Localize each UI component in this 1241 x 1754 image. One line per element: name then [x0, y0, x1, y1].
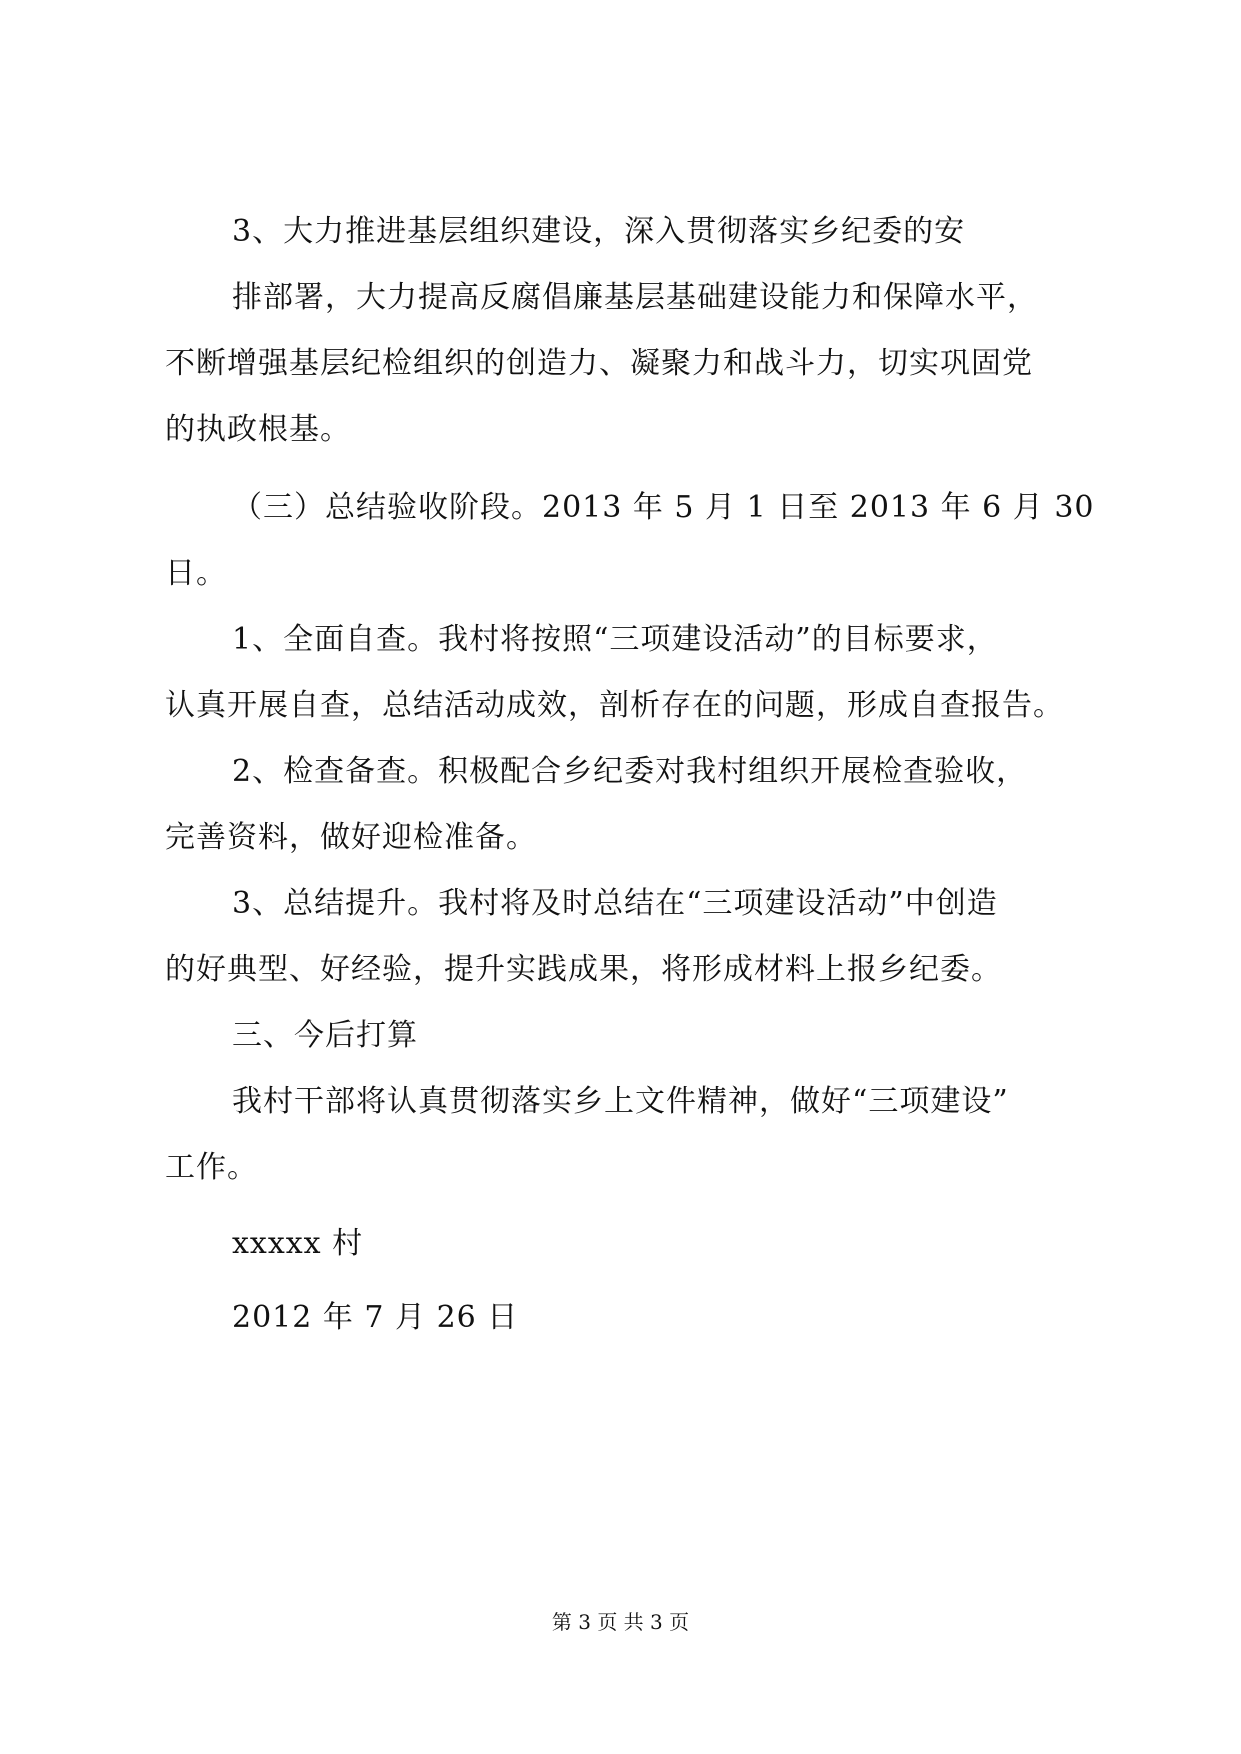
- paragraph-line: 的好典型、好经验，提升实践成果，将形成材料上报乡纪委。: [165, 952, 1002, 987]
- paragraph-line: 3、大力推进基层组织建设，深入贯彻落实乡纪委的安: [232, 214, 966, 249]
- paragraph-line: 的执政根基。: [165, 412, 351, 447]
- paragraph-line: 认真开展自查，总结活动成效，剖析存在的问题，形成自查报告。: [165, 688, 1064, 723]
- paragraph-line: 排部署，大力提高反腐倡廉基层基础建设能力和保障水平，: [232, 280, 1038, 315]
- paragraph-line: 不断增强基层纪检组织的创造力、凝聚力和战斗力，切实巩固党: [165, 346, 1033, 381]
- signature-name: xxxxx 村: [232, 1226, 364, 1261]
- paragraph-line: 我村干部将认真贯彻落实乡上文件精神，做好“三项建设”: [232, 1084, 1009, 1119]
- section-heading: 三、今后打算: [232, 1018, 418, 1053]
- signature-date: 2012 年 7 月 26 日: [232, 1300, 519, 1335]
- paragraph-line: 完善资料，做好迎检准备。: [165, 820, 537, 855]
- paragraph-line: 2、检查备查。积极配合乡纪委对我村组织开展检查验收，: [232, 754, 1028, 789]
- section-heading: （三）总结验收阶段。2013 年 5 月 1 日至 2013 年 6 月 30: [232, 490, 1095, 525]
- paragraph-line: 工作。: [165, 1150, 258, 1185]
- paragraph-line: 日。: [165, 556, 227, 591]
- page-number-footer: 第 3 页 共 3 页: [551, 1610, 690, 1634]
- paragraph-line: 1、全面自查。我村将按照“三项建设活动”的目标要求，: [232, 622, 998, 657]
- paragraph-line: 3、总结提升。我村将及时总结在“三项建设活动”中创造: [232, 886, 998, 921]
